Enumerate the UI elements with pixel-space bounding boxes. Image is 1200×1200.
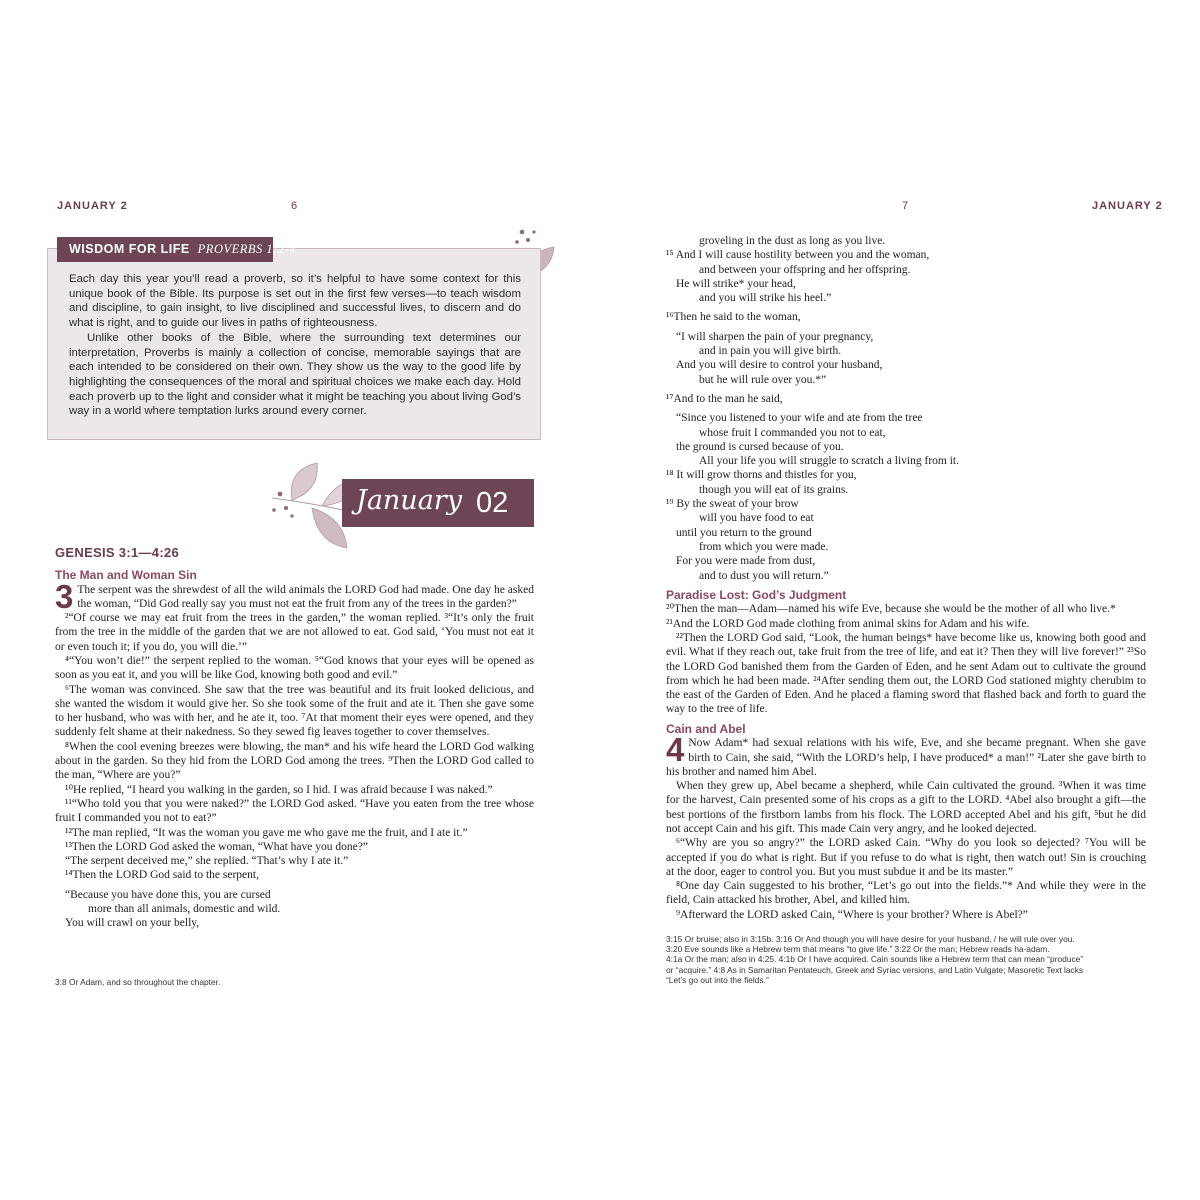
section-heading: Paradise Lost: God’s Judgment <box>666 587 847 602</box>
poetry-line: will you have food to eat <box>699 512 814 525</box>
poetry-block <box>666 411 1146 583</box>
footnote: or “acquire.” 4:8 As in Samaritan Pentateuch, Greek and Syriac versions, and Latin Vulgate; Masoretic Text lacks <box>666 964 1084 975</box>
poetry-line: ¹⁸ It will grow thorns and thistles for you, <box>666 469 857 482</box>
date-banner <box>342 479 534 527</box>
footnote: “Let’s go out into the fields.” <box>666 974 769 985</box>
section-heading: The Man and Woman Sin <box>55 568 197 582</box>
verse-paragraph: ²“Of course we may eat fruit from the trees in the garden,” the woman replied. ³“It’s only the fruit from the tree in the middle of the garden that we are not allowed to eat. God said, ‘You must not eat it or even touch it; if you do, you will die.’” <box>55 612 534 653</box>
verse-paragraph: ¹¹“Who told you that you were naked?” the LORD God asked. “Have you eaten from the tree whose fruit I commanded you not to eat?” <box>55 797 534 825</box>
verse-paragraph: ⁸One day Cain suggested to his brother, “Let’s go out into the fields.”* And while they were in the field, Cain attacked his brother, Abel, and killed him. <box>666 880 1146 907</box>
poetry-line: “I will sharpen the pain of your pregnancy, <box>676 330 874 343</box>
page-number-right: 7 <box>902 200 909 212</box>
wisdom-paragraph: Unlike other books of the Bible, where the surrounding text determines our interpretation, Proverbs is mainly a collection of concise, memorable sayings that are each intended to be considered on their own. They show us the way to the good life by highlighting the consequences of the moral and spiritual choices we make each day. Hold each proverb up to the light and consider what it might be teaching you about living God’s way in a world where temptation lurks around every corner. <box>69 331 521 418</box>
verse-paragraph: ¹³Then the LORD God asked the woman, “What have you done?” <box>65 840 368 853</box>
footnote: 3:15 Or bruise; also in 3:15b. 3:16 Or And though you will have desire for your husband, / he will rule over you. <box>666 934 1075 944</box>
footnote: 3:8 Or Adam, and so throughout the chapter. <box>55 977 221 987</box>
verse-paragraph: ¹⁶Then he said to the woman, <box>666 311 801 324</box>
poetry-line: more than all animals, domestic and wild. <box>88 903 281 916</box>
verse-paragraph: ⁸When the cool evening breezes were blowing, the man* and his wife heard the LORD God walking about in the garden. So they hid from the LORD God among the trees. ⁹Then the LORD God called to the man, “Where are you?” <box>55 740 534 782</box>
poetry-line: groveling in the dust as long as you live. <box>699 235 886 247</box>
poetry-block <box>666 330 1146 387</box>
passage-reference: GENESIS 3:1—4:26 <box>55 545 180 560</box>
poetry-line: and you will strike his heel.” <box>699 292 832 305</box>
verse-text: The serpent was the shrewdest of all the wild animals the LORD God had made. One day he asked the woman, “Did God really say you must not eat the fruit from any of the trees in the garden?” <box>77 583 534 610</box>
running-head-left: JANUARY 2 <box>57 200 128 212</box>
verse-paragraph: When they grew up, Abel became a shepherd, while Cain cultivated the ground. ³When it was time for the harvest, Cain presented some of his crops as a gift to the LORD. ⁴Abel also brought a gift—the best portions of the firstborn lambs from his flock. The LORD accepted Abel and his gift, ⁵but he did not accept Cain and his gift. This made Cain very angry, and he looked dejected. <box>666 780 1146 835</box>
verse-paragraph: ²¹And the LORD God made clothing from animal skins for Adam and his wife. <box>666 617 1030 630</box>
poetry-line: All your life you will struggle to scratch a living from it. <box>699 455 959 468</box>
verse-paragraph: “The serpent deceived me,” she replied. “That’s why I ate it.” <box>65 855 349 868</box>
page-number-left: 6 <box>291 200 298 212</box>
poetry-line: and between your offspring and her offspring. <box>699 263 911 276</box>
poetry-line: “Because you have done this, you are cursed <box>65 888 271 901</box>
verse-paragraph: ¹⁴Then the LORD God said to the serpent, <box>65 869 259 882</box>
verse-paragraph: ⁹Afterward the LORD asked Cain, “Where is your brother? Where is Abel?” <box>676 908 1028 921</box>
wisdom-heading: WISDOM FOR LIFE <box>69 242 190 256</box>
poetry-line: For you were made from dust, <box>676 555 816 568</box>
date-day: 02 <box>476 487 509 519</box>
verse-paragraph: ⁶The woman was convinced. She saw that the tree was beautiful and its fruit looked delicious, and she wanted the wisdom it would give her. So she took some of the fruit and ate it. Then she gave some to her husband, who was with her, and he ate it, too. ⁷At that moment their eyes were opened, and they suddenly felt shame at their nakedness. So they sewed fig leaves together to cover themselves. <box>55 683 534 739</box>
poetry-line: from which you were made. <box>699 540 829 553</box>
verse-paragraph: ²²Then the LORD God said, “Look, the human beings* have become like us, knowing both good and evil. What if they reach out, take fruit from the tree of life, and eat it? Then they will live forever!” ²³So the LORD God banished them from the Garden of Eden, and he sent Adam out to cultivate the ground from which he had been made. ²⁴After sending them out, the LORD God stationed mighty cherubim to the east of the Garden of Eden. And he placed a flaming sword that flashed back and forth to guard the way to the tree of life. <box>666 631 1146 716</box>
poetry-line: ¹⁹ By the sweat of your brow <box>666 498 799 511</box>
section-heading: Cain and Abel <box>666 721 746 736</box>
verse-paragraph: ¹⁰He replied, “I heard you walking in the garden, so I hid. I was afraid because I was naked.” <box>65 783 493 796</box>
poetry-line: And you will desire to control your husband, <box>676 359 883 372</box>
running-head-right: JANUARY 2 <box>1092 200 1163 212</box>
poetry-line: and to dust you will return.” <box>699 569 829 582</box>
footnote: 3:20 Eve sounds like a Hebrew term that means “to give life.” 3:22 Or the man; Hebrew reads ha-adam. <box>666 944 1050 955</box>
poetry-line: but he will rule over you.*” <box>699 373 827 386</box>
date-month: January <box>356 485 462 516</box>
poetry-line: He will strike* your head, <box>676 277 796 290</box>
verse-paragraph: ⁶“Why are you so angry?” the LORD asked Cain. “Why do you look so dejected? ⁷You will be accepted if you do what is right. But if you refuse to do what is right, then watch out! Sin is crouching at the door, eager to control you. But you must subdue it and be its master.” <box>666 837 1146 878</box>
verse-paragraph: ¹²The man replied, “It was the woman you gave me who gave me the fruit, and I ate it.” <box>65 826 468 839</box>
verse-paragraph <box>55 577 534 615</box>
poetry-line: though you will eat of its grains. <box>699 483 849 496</box>
wisdom-text <box>69 272 521 419</box>
poetry-line: ¹⁵ And I will cause hostility between you and the woman, <box>666 249 930 262</box>
verse-paragraph: ¹⁷And to the man he said, <box>666 392 783 405</box>
poetry-line: the ground is cursed because of you. <box>676 440 844 453</box>
scripture-column-right <box>666 234 1146 922</box>
chapter-number: 3 <box>55 577 74 615</box>
poetry-block <box>666 234 1146 305</box>
chapter-number: 4 <box>666 731 685 769</box>
wisdom-reference: PROVERBS 1:2-4 <box>197 242 296 256</box>
poetry-block <box>55 888 534 931</box>
footnotes <box>666 934 1146 985</box>
footnote: 4:1a Or the man; also in 4:25. 4:1b Or I have acquired. Cain sounds like a Hebrew term that can mean “produce” <box>666 954 1084 965</box>
wisdom-title <box>57 237 296 262</box>
poetry-line: “Since you listened to your wife and ate from the tree <box>676 412 923 425</box>
poetry-line: You will crawl on your belly, <box>65 917 200 930</box>
verse-paragraph <box>666 731 1146 779</box>
scripture-column-left <box>55 568 534 931</box>
poetry-line: whose fruit I commanded you not to eat, <box>699 426 886 439</box>
verse-paragraph: ²⁰Then the man—Adam—named his wife Eve, because she would be the mother of all who live.* <box>666 603 1116 616</box>
poetry-line: until you return to the ground <box>676 526 812 539</box>
verse-text: Now Adam* had sexual relations with his wife, Eve, and she became pregnant. When she gave birth to Cain, she said, “With the LORD’s help, I have produced* a man!” ²Later she gave birth to his brother and named him Abel. <box>666 737 1146 778</box>
right-page <box>600 0 1200 1200</box>
wisdom-paragraph: Each day this year you’ll read a proverb, so it’s helpful to have some context for this unique book of the Bible. Its purpose is set out in the first few verses—to teach wisdom and discipline, to gain insight, to live disciplined and successful lives, to discern and do what is right, and to guide our lives in paths of righteousness. <box>69 273 521 330</box>
verse-paragraph: ⁴“You won’t die!” the serpent replied to the woman. ⁵“God knows that your eyes will be opened as soon as you eat it, and you will be like God, knowing both good and evil.” <box>55 654 534 682</box>
poetry-line: and in pain you will give birth. <box>699 345 842 358</box>
